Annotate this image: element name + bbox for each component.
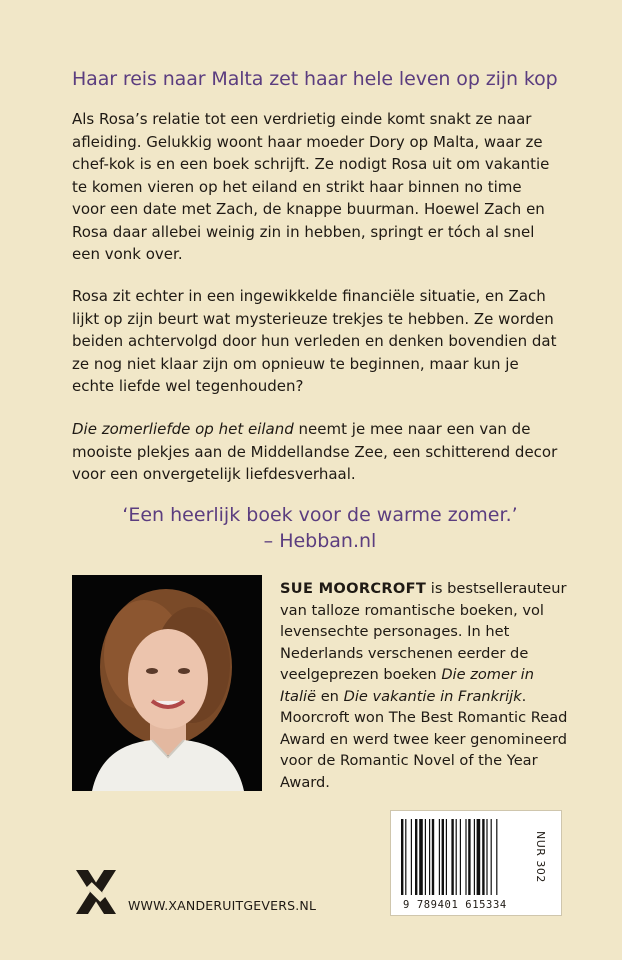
xander-logo	[72, 868, 120, 916]
bio-book-title-1: Die zomer in Italië	[280, 666, 534, 705]
review-quote	[40, 502, 600, 554]
barcode	[390, 810, 562, 916]
bio-text: . Moorcroft won The Best Romantic Read Award en werd twee keer genomineerd voor de Romantic Novel of the Year Award.	[280, 687, 568, 791]
author-bio	[280, 578, 570, 793]
nur-code: NUR 302	[534, 831, 547, 883]
blurb-paragraph-3	[72, 418, 558, 486]
bio-text: is bestsellerauteur van talloze romantische boeken, vol levensechte personages. In het Nederlands verschenen eerder de veelgeprezen boeken	[280, 580, 567, 683]
bio-book-title-2: Die vakantie in Frankrijk	[343, 687, 522, 705]
blurb-paragraph-1: Als Rosa’s relatie tot een verdrietig einde komt snakt ze naar afleiding. Gelukkig woont haar moeder Dory op Malta, waar ze chef-kok is en een boek schrijft. Ze nodigt Rosa uit om vakantie te komen vieren op het eiland en strikt haar binnen no time voor een date met Zach, de knappe buurman. Hoewel Zach en Rosa daar allebei weinig zin in hebben, springt er tóch al snel een vonk over.	[72, 110, 550, 263]
quote-text: ‘Een heerlijk boek voor de warme zomer.’	[122, 504, 518, 526]
bio-text: en	[316, 687, 344, 705]
blurb-paragraph-3-text: neemt je mee naar een van de mooiste plekjes aan de Middellandse Zee, een schitterend decor voor een onvergetelijk liefdesverhaal.	[72, 420, 558, 483]
book-title: Die zomerliefde op het eiland	[72, 420, 294, 438]
headline: Haar reis naar Malta zet haar hele leven op zijn kop	[72, 68, 558, 90]
quote-source: – Hebban.nl	[263, 530, 377, 552]
blurb-paragraph-2: Rosa zit echter in een ingewikkelde financiële situatie, en Zach lijkt op zijn beurt wat mysterieuze trekjes te hebben. Ze worden beiden achtervolgd door hun verleden en denken bovendien dat ze nog niet klaar zijn om opnieuw te beginnen, maar kun je echte liefde wel tegenhouden?	[72, 287, 557, 395]
author-photo	[72, 575, 262, 791]
xander-x-icon	[72, 868, 120, 916]
publisher-website: WWW.XANDERUITGEVERS.NL	[128, 898, 317, 913]
author-name: SUE MOORCROFT	[280, 580, 427, 597]
barcode-bars-icon	[399, 817, 529, 899]
isbn-number: 9 789401 615334	[403, 899, 507, 911]
author-portrait-image	[72, 575, 262, 791]
